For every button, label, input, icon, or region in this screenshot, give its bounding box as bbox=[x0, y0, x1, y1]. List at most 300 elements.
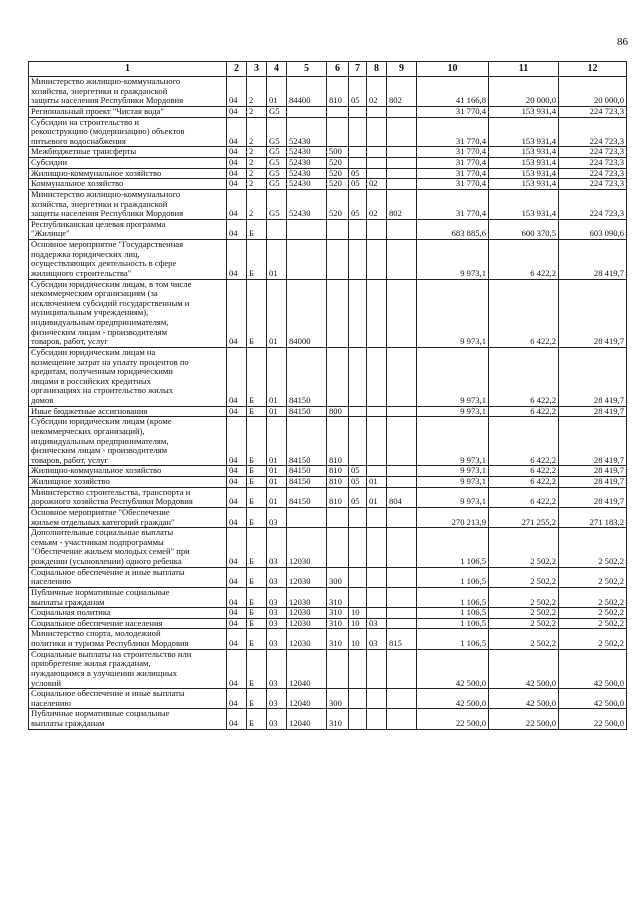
amount-cell: 42 500,0 bbox=[489, 689, 559, 709]
code-cell bbox=[367, 279, 387, 347]
code-cell: 04 bbox=[227, 417, 247, 466]
code-cell: 520 bbox=[327, 158, 349, 169]
item-name-cell: Социальные выплаты на строительство или приобретение жилья гражданам, нуждающимся в улучшении жилищных условий bbox=[29, 649, 227, 689]
table-row bbox=[29, 179, 627, 190]
code-cell bbox=[349, 689, 367, 709]
code-cell bbox=[367, 689, 387, 709]
code-cell bbox=[387, 608, 417, 619]
header-cell: 11 bbox=[489, 62, 559, 77]
amount-cell: 9 973,1 bbox=[417, 466, 489, 477]
code-cell bbox=[387, 587, 417, 607]
code-cell: 12030 bbox=[287, 608, 327, 619]
code-cell bbox=[367, 240, 387, 280]
amount-cell: 153 931,4 bbox=[489, 147, 559, 158]
code-cell bbox=[387, 179, 417, 190]
code-cell: 310 bbox=[327, 629, 349, 649]
code-cell: 52430 bbox=[287, 147, 327, 158]
amount-cell: 2 502,2 bbox=[559, 608, 627, 619]
code-cell: 310 bbox=[327, 608, 349, 619]
code-cell: 310 bbox=[327, 709, 349, 729]
item-name-cell: Социальная политика bbox=[29, 608, 227, 619]
code-cell: 10 bbox=[349, 629, 367, 649]
code-cell: Б bbox=[247, 528, 267, 568]
item-name-cell: Субсидии юридическим лицам (кроме некоммерческих организаций), индивидуальным предпринимателям, физическим лицам - производителям товаров, работ, услуг bbox=[29, 417, 227, 466]
amount-cell: 153 931,4 bbox=[489, 117, 559, 147]
table-row bbox=[29, 649, 627, 689]
code-cell bbox=[367, 649, 387, 689]
code-cell: G5 bbox=[267, 158, 287, 169]
table-row bbox=[29, 528, 627, 568]
amount-cell: 2 502,2 bbox=[559, 587, 627, 607]
header-cell: 3 bbox=[247, 62, 267, 77]
code-cell: Б bbox=[247, 219, 267, 239]
code-cell: 04 bbox=[227, 279, 247, 347]
amount-cell: 270 213,9 bbox=[417, 507, 489, 527]
header-cell: 5 bbox=[287, 62, 327, 77]
code-cell: 12030 bbox=[287, 587, 327, 607]
code-cell: 02 bbox=[367, 179, 387, 190]
code-cell: 04 bbox=[227, 477, 247, 488]
code-cell bbox=[387, 147, 417, 158]
code-cell bbox=[387, 709, 417, 729]
code-cell bbox=[327, 219, 349, 239]
amount-cell: 2 502,2 bbox=[489, 608, 559, 619]
amount-cell: 153 931,4 bbox=[489, 158, 559, 169]
code-cell: Б bbox=[247, 567, 267, 587]
code-cell: 03 bbox=[267, 507, 287, 527]
header-cell: 1 bbox=[29, 62, 227, 77]
code-cell bbox=[387, 219, 417, 239]
code-cell bbox=[387, 117, 417, 147]
code-cell: 84150 bbox=[287, 466, 327, 477]
code-cell bbox=[327, 649, 349, 689]
table-row bbox=[29, 689, 627, 709]
amount-cell: 224 723,3 bbox=[559, 117, 627, 147]
code-cell: Б bbox=[247, 406, 267, 417]
code-cell bbox=[327, 279, 349, 347]
code-cell bbox=[349, 587, 367, 607]
item-name-cell: Основное мероприятие "Государственная поддержка юридических лиц, осуществляющих деятельность в сфере жилищного строительства" bbox=[29, 240, 227, 280]
code-cell bbox=[387, 347, 417, 406]
item-name-cell: Жилищно-коммунальное хозяйство bbox=[29, 466, 227, 477]
code-cell: 04 bbox=[227, 168, 247, 179]
item-name-cell: Министерство спорта, молодежной политики и туризма Республики Мордовия bbox=[29, 629, 227, 649]
code-cell: 802 bbox=[387, 77, 417, 107]
amount-cell: 2 502,2 bbox=[489, 528, 559, 568]
code-cell bbox=[387, 406, 417, 417]
amount-cell: 42 500,0 bbox=[417, 689, 489, 709]
code-cell: Б bbox=[247, 417, 267, 466]
code-cell bbox=[287, 507, 327, 527]
code-cell bbox=[349, 219, 367, 239]
code-cell: Б bbox=[247, 709, 267, 729]
amount-cell: 20 000,0 bbox=[489, 77, 559, 107]
code-cell: G5 bbox=[267, 168, 287, 179]
amount-cell: 224 723,3 bbox=[559, 147, 627, 158]
item-name-cell: Социальное обеспечение населения bbox=[29, 618, 227, 629]
amount-cell: 28 419,7 bbox=[559, 477, 627, 488]
code-cell: 03 bbox=[267, 528, 287, 568]
code-cell bbox=[367, 709, 387, 729]
code-cell: 84150 bbox=[287, 347, 327, 406]
item-name-cell: Иные бюджетные ассигнования bbox=[29, 406, 227, 417]
code-cell bbox=[387, 168, 417, 179]
code-cell bbox=[367, 507, 387, 527]
amount-cell: 9 973,1 bbox=[417, 487, 489, 507]
code-cell bbox=[349, 649, 367, 689]
amount-cell: 20 000,0 bbox=[559, 77, 627, 107]
amount-cell: 1 106,5 bbox=[417, 587, 489, 607]
header-cell: 9 bbox=[387, 62, 417, 77]
table-row bbox=[29, 608, 627, 619]
amount-cell: 1 106,5 bbox=[417, 618, 489, 629]
code-cell: 02 bbox=[367, 189, 387, 219]
amount-cell: 603 090,6 bbox=[559, 219, 627, 239]
item-name-cell: Межбюджетные трансферты bbox=[29, 147, 227, 158]
code-cell: 03 bbox=[267, 618, 287, 629]
item-name-cell: Публичные нормативные социальные выплаты гражданам bbox=[29, 587, 227, 607]
amount-cell: 9 973,1 bbox=[417, 279, 489, 347]
code-cell: 52430 bbox=[287, 117, 327, 147]
amount-cell: 28 419,7 bbox=[559, 240, 627, 280]
code-cell: 01 bbox=[267, 347, 287, 406]
code-cell: 84150 bbox=[287, 487, 327, 507]
code-cell bbox=[349, 709, 367, 729]
amount-cell: 31 770,4 bbox=[417, 179, 489, 190]
item-name-cell: Коммунальное хозяйство bbox=[29, 179, 227, 190]
code-cell: Б bbox=[247, 477, 267, 488]
table-row bbox=[29, 106, 627, 117]
table-row bbox=[29, 117, 627, 147]
code-cell: 810 bbox=[327, 466, 349, 477]
amount-cell: 6 422,2 bbox=[489, 347, 559, 406]
table-row bbox=[29, 417, 627, 466]
code-cell: 52430 bbox=[287, 168, 327, 179]
amount-cell: 224 723,3 bbox=[559, 189, 627, 219]
code-cell: 520 bbox=[327, 189, 349, 219]
code-cell: 52430 bbox=[287, 158, 327, 169]
code-cell bbox=[367, 528, 387, 568]
table-row bbox=[29, 219, 627, 239]
code-cell bbox=[367, 106, 387, 117]
code-cell bbox=[349, 417, 367, 466]
table-row bbox=[29, 567, 627, 587]
code-cell: 10 bbox=[349, 618, 367, 629]
code-cell: 04 bbox=[227, 689, 247, 709]
table-row bbox=[29, 347, 627, 406]
code-cell: 01 bbox=[267, 466, 287, 477]
code-cell bbox=[367, 147, 387, 158]
code-cell bbox=[387, 106, 417, 117]
page-number: 86 bbox=[617, 36, 628, 48]
code-cell: 04 bbox=[227, 528, 247, 568]
table-row bbox=[29, 587, 627, 607]
amount-cell: 153 931,4 bbox=[489, 179, 559, 190]
amount-cell: 6 422,2 bbox=[489, 279, 559, 347]
code-cell bbox=[349, 106, 367, 117]
table-row bbox=[29, 507, 627, 527]
code-cell: 04 bbox=[227, 406, 247, 417]
table-row bbox=[29, 189, 627, 219]
table-row bbox=[29, 487, 627, 507]
header-row bbox=[29, 62, 627, 77]
code-cell bbox=[367, 158, 387, 169]
item-name-cell: Региональный проект "Чистая вода" bbox=[29, 106, 227, 117]
table-row bbox=[29, 618, 627, 629]
code-cell: 05 bbox=[349, 77, 367, 107]
table-row bbox=[29, 147, 627, 158]
amount-cell: 271 183,2 bbox=[559, 507, 627, 527]
header-cell: 7 bbox=[349, 62, 367, 77]
code-cell bbox=[387, 507, 417, 527]
amount-cell: 42 500,0 bbox=[489, 649, 559, 689]
code-cell: 84000 bbox=[287, 279, 327, 347]
table-row bbox=[29, 709, 627, 729]
amount-cell: 42 500,0 bbox=[559, 649, 627, 689]
table-row bbox=[29, 629, 627, 649]
code-cell bbox=[387, 279, 417, 347]
budget-table bbox=[28, 61, 627, 730]
code-cell bbox=[387, 528, 417, 568]
code-cell: 03 bbox=[267, 709, 287, 729]
code-cell: Б bbox=[247, 587, 267, 607]
code-cell bbox=[387, 466, 417, 477]
table-row bbox=[29, 279, 627, 347]
code-cell: 804 bbox=[387, 487, 417, 507]
header-cell: 8 bbox=[367, 62, 387, 77]
amount-cell: 6 422,2 bbox=[489, 477, 559, 488]
code-cell: 04 bbox=[227, 466, 247, 477]
amount-cell: 28 419,7 bbox=[559, 406, 627, 417]
code-cell bbox=[287, 219, 327, 239]
code-cell: 04 bbox=[227, 147, 247, 158]
amount-cell: 2 502,2 bbox=[489, 587, 559, 607]
item-name-cell: Дополнительные социальные выплаты семьям - участникам подпрограммы "Обеспечение жильем молодых семей" при рождении (усыновлении) одного ребенка bbox=[29, 528, 227, 568]
code-cell bbox=[387, 567, 417, 587]
code-cell: 2 bbox=[247, 158, 267, 169]
amount-cell: 22 500,0 bbox=[559, 709, 627, 729]
code-cell: 03 bbox=[267, 608, 287, 619]
amount-cell: 41 166,8 bbox=[417, 77, 489, 107]
code-cell: Б bbox=[247, 279, 267, 347]
amount-cell: 2 502,2 bbox=[489, 629, 559, 649]
code-cell: 04 bbox=[227, 629, 247, 649]
code-cell: 05 bbox=[349, 168, 367, 179]
code-cell: 800 bbox=[327, 406, 349, 417]
amount-cell: 28 419,7 bbox=[559, 466, 627, 477]
amount-cell: 2 502,2 bbox=[489, 567, 559, 587]
item-name-cell: Субсидии на строительство и реконструкцию (модернизацию) объектов питьевого водоснабжения bbox=[29, 117, 227, 147]
amount-cell: 2 502,2 bbox=[559, 618, 627, 629]
code-cell: 12040 bbox=[287, 689, 327, 709]
code-cell bbox=[327, 117, 349, 147]
code-cell bbox=[349, 528, 367, 568]
code-cell: 310 bbox=[327, 587, 349, 607]
code-cell bbox=[349, 567, 367, 587]
code-cell bbox=[349, 147, 367, 158]
code-cell bbox=[367, 608, 387, 619]
code-cell: 05 bbox=[349, 487, 367, 507]
code-cell: 01 bbox=[267, 77, 287, 107]
code-cell: 04 bbox=[227, 608, 247, 619]
code-cell: 04 bbox=[227, 487, 247, 507]
code-cell: 2 bbox=[247, 168, 267, 179]
code-cell bbox=[327, 347, 349, 406]
code-cell: 12030 bbox=[287, 567, 327, 587]
amount-cell: 31 770,4 bbox=[417, 158, 489, 169]
code-cell: 52430 bbox=[287, 189, 327, 219]
amount-cell: 153 931,4 bbox=[489, 168, 559, 179]
code-cell: 300 bbox=[327, 567, 349, 587]
code-cell bbox=[387, 477, 417, 488]
code-cell: 02 bbox=[367, 77, 387, 107]
code-cell bbox=[387, 649, 417, 689]
code-cell: 03 bbox=[267, 689, 287, 709]
code-cell bbox=[349, 347, 367, 406]
amount-cell: 1 106,5 bbox=[417, 567, 489, 587]
code-cell: 04 bbox=[227, 117, 247, 147]
code-cell: 04 bbox=[227, 618, 247, 629]
code-cell bbox=[367, 587, 387, 607]
amount-cell: 6 422,2 bbox=[489, 240, 559, 280]
amount-cell: 224 723,3 bbox=[559, 106, 627, 117]
code-cell bbox=[367, 406, 387, 417]
code-cell: 310 bbox=[327, 618, 349, 629]
amount-cell: 9 973,1 bbox=[417, 417, 489, 466]
code-cell: 01 bbox=[267, 487, 287, 507]
code-cell: 10 bbox=[349, 608, 367, 619]
code-cell: 05 bbox=[349, 179, 367, 190]
code-cell: 12040 bbox=[287, 709, 327, 729]
code-cell bbox=[349, 507, 367, 527]
table-row bbox=[29, 240, 627, 280]
amount-cell: 42 500,0 bbox=[559, 689, 627, 709]
code-cell: 810 bbox=[327, 477, 349, 488]
item-name-cell: Министерство жилищно-коммунального хозяйства, энергетики и гражданской защиты населения Республики Мордовия bbox=[29, 189, 227, 219]
code-cell bbox=[367, 347, 387, 406]
code-cell bbox=[387, 158, 417, 169]
code-cell: 2 bbox=[247, 189, 267, 219]
code-cell: Б bbox=[247, 608, 267, 619]
code-cell bbox=[387, 417, 417, 466]
code-cell: 802 bbox=[387, 189, 417, 219]
amount-cell: 6 422,2 bbox=[489, 466, 559, 477]
code-cell: 04 bbox=[227, 158, 247, 169]
code-cell bbox=[327, 106, 349, 117]
amount-cell: 31 770,4 bbox=[417, 106, 489, 117]
code-cell: 815 bbox=[387, 629, 417, 649]
code-cell: 84150 bbox=[287, 417, 327, 466]
amount-cell: 22 500,0 bbox=[417, 709, 489, 729]
code-cell: 2 bbox=[247, 117, 267, 147]
amount-cell: 9 973,1 bbox=[417, 240, 489, 280]
code-cell: Б bbox=[247, 649, 267, 689]
amount-cell: 28 419,7 bbox=[559, 347, 627, 406]
code-cell: 810 bbox=[327, 417, 349, 466]
amount-cell: 2 502,2 bbox=[559, 528, 627, 568]
code-cell: 04 bbox=[227, 77, 247, 107]
code-cell: 03 bbox=[267, 567, 287, 587]
code-cell: 01 bbox=[267, 417, 287, 466]
code-cell: 04 bbox=[227, 567, 247, 587]
code-cell: 12040 bbox=[287, 649, 327, 689]
code-cell: 03 bbox=[367, 629, 387, 649]
amount-cell: 224 723,3 bbox=[559, 179, 627, 190]
header-cell: 2 bbox=[227, 62, 247, 77]
code-cell: 500 bbox=[327, 147, 349, 158]
code-cell: 04 bbox=[227, 347, 247, 406]
amount-cell: 28 419,7 bbox=[559, 417, 627, 466]
code-cell: 04 bbox=[227, 179, 247, 190]
code-cell: 520 bbox=[327, 168, 349, 179]
code-cell: Б bbox=[247, 347, 267, 406]
code-cell: Б bbox=[247, 689, 267, 709]
table-row bbox=[29, 406, 627, 417]
table-row bbox=[29, 158, 627, 169]
amount-cell: 9 973,1 bbox=[417, 406, 489, 417]
amount-cell: 9 973,1 bbox=[417, 347, 489, 406]
item-name-cell: Социальное обеспечение и иные выплаты населению bbox=[29, 689, 227, 709]
code-cell: 810 bbox=[327, 77, 349, 107]
code-cell: G5 bbox=[267, 147, 287, 158]
code-cell: 520 bbox=[327, 179, 349, 190]
code-cell: 300 bbox=[327, 689, 349, 709]
table-row bbox=[29, 168, 627, 179]
code-cell: 2 bbox=[247, 147, 267, 158]
code-cell bbox=[327, 528, 349, 568]
item-name-cell: Социальное обеспечение и иные выплаты населению bbox=[29, 567, 227, 587]
code-cell: 84150 bbox=[287, 477, 327, 488]
code-cell: 04 bbox=[227, 219, 247, 239]
code-cell: 01 bbox=[267, 477, 287, 488]
code-cell: 04 bbox=[227, 240, 247, 280]
code-cell bbox=[349, 406, 367, 417]
code-cell: G5 bbox=[267, 189, 287, 219]
code-cell: 03 bbox=[367, 618, 387, 629]
amount-cell: 1 106,5 bbox=[417, 528, 489, 568]
amount-cell: 224 723,3 bbox=[559, 168, 627, 179]
amount-cell: 2 502,2 bbox=[489, 618, 559, 629]
amount-cell: 153 931,4 bbox=[489, 106, 559, 117]
amount-cell: 153 931,4 bbox=[489, 189, 559, 219]
code-cell: 84150 bbox=[287, 406, 327, 417]
item-name-cell: Республиканская целевая программа "Жилище" bbox=[29, 219, 227, 239]
code-cell: 01 bbox=[267, 240, 287, 280]
code-cell bbox=[367, 417, 387, 466]
code-cell: Б bbox=[247, 618, 267, 629]
code-cell: 2 bbox=[247, 106, 267, 117]
code-cell bbox=[349, 240, 367, 280]
code-cell: 03 bbox=[267, 587, 287, 607]
code-cell bbox=[287, 106, 327, 117]
code-cell bbox=[387, 689, 417, 709]
amount-cell: 28 419,7 bbox=[559, 279, 627, 347]
amount-cell: 2 502,2 bbox=[559, 629, 627, 649]
code-cell: G5 bbox=[267, 117, 287, 147]
table-row bbox=[29, 77, 627, 107]
code-cell: Б bbox=[247, 629, 267, 649]
table-body bbox=[29, 77, 627, 730]
code-cell bbox=[387, 618, 417, 629]
code-cell: 03 bbox=[267, 649, 287, 689]
item-name-cell: Публичные нормативные социальные выплаты гражданам bbox=[29, 709, 227, 729]
item-name-cell: Субсидии юридическим лицам, в том числе некоммерческим организациям (за исключением субсидий государственным и муниципальным учреждениям), индивидуальным предпринимателям, физическим лицам - производителям товаров, работ, услуг bbox=[29, 279, 227, 347]
amount-cell: 31 770,4 bbox=[417, 189, 489, 219]
code-cell bbox=[327, 507, 349, 527]
code-cell: 12030 bbox=[287, 629, 327, 649]
code-cell: 2 bbox=[247, 179, 267, 190]
item-name-cell: Жилищно-коммунальное хозяйство bbox=[29, 168, 227, 179]
